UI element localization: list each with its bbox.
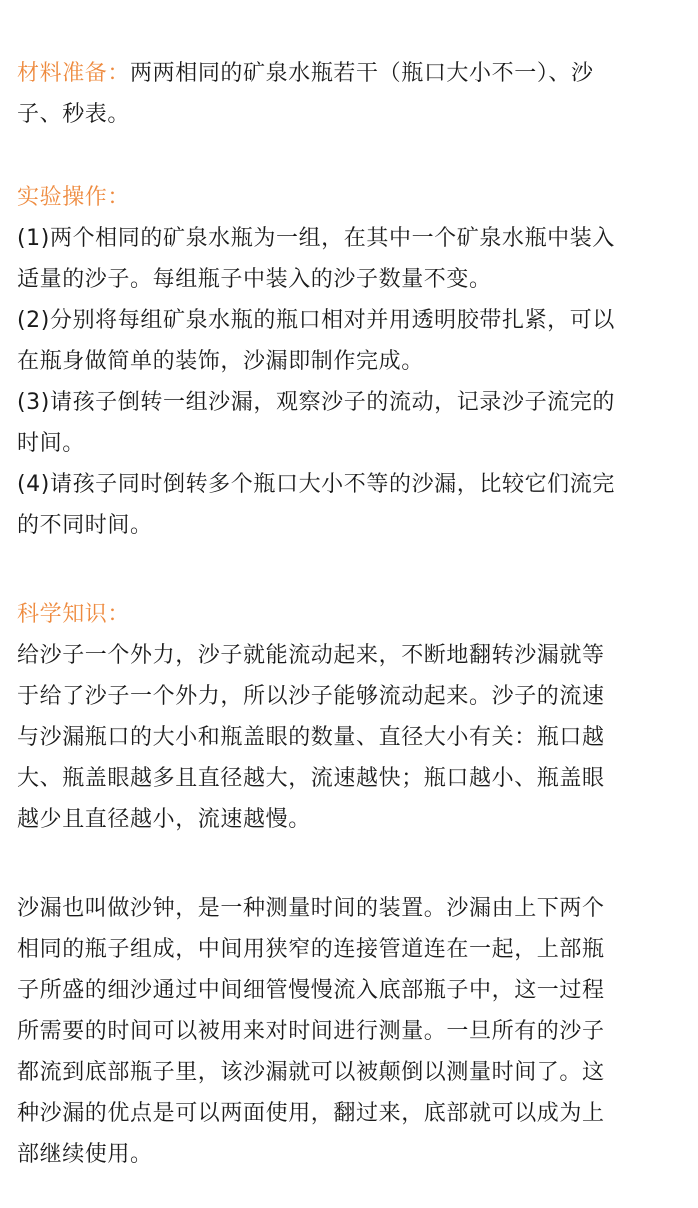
science-line: 越少且直径越小，流速越慢。 — [17, 807, 311, 832]
materials-heading: 材料准备： — [17, 61, 131, 86]
hourglass-line: 都流到底部瓶子里，该沙漏就可以被颠倒以测量时间了。这 — [17, 1060, 605, 1085]
operation-line: 时间。 — [17, 431, 85, 456]
hourglass-line: 所需要的时间可以被用来对时间进行测量。一旦所有的沙子 — [17, 1019, 605, 1044]
operation-line: (1)两个相同的矿泉水瓶为一组，在其中一个矿泉水瓶中装入 — [17, 226, 615, 251]
operation-line: 的不同时间。 — [17, 513, 153, 538]
science-line: 给沙子一个外力，沙子就能流动起来，不断地翻转沙漏就等 — [17, 643, 605, 668]
hourglass-paragraph — [17, 888, 681, 1175]
science-line: 大、瓶盖眼越多且直径越大，流速越快；瓶口越小、瓶盖眼 — [17, 766, 605, 791]
materials-section — [17, 53, 681, 135]
science-line: 于给了沙子一个外力，所以沙子能够流动起来。沙子的流速 — [17, 684, 605, 709]
hourglass-line: 种沙漏的优点是可以两面使用，翻过来，底部就可以成为上 — [17, 1101, 605, 1126]
science-section — [17, 594, 681, 840]
materials-line-2: 子、秒表。 — [17, 102, 131, 127]
science-line: 与沙漏瓶口的大小和瓶盖眼的数量、直径大小有关：瓶口越 — [17, 725, 605, 750]
operation-section — [17, 177, 681, 546]
operation-line: (2)分别将每组矿泉水瓶的瓶口相对并用透明胶带扎紧，可以 — [17, 308, 615, 333]
hourglass-line: 沙漏也叫做沙钟，是一种测量时间的装置。沙漏由上下两个 — [17, 896, 605, 921]
materials-text: 两两相同的矿泉水瓶若干（瓶口大小不一）、沙 — [130, 61, 594, 86]
operation-line: (3)请孩子倒转一组沙漏，观察沙子的流动，记录沙子流完的 — [17, 390, 615, 415]
operation-heading: 实验操作： — [17, 185, 131, 210]
hourglass-line: 相同的瓶子组成，中间用狭窄的连接管道连在一起，上部瓶 — [17, 937, 605, 962]
operation-line: 在瓶身做简单的装饰，沙漏即制作完成。 — [17, 349, 424, 374]
hourglass-line: 子所盛的细沙通过中间细管慢慢流入底部瓶子中，这一过程 — [17, 978, 605, 1003]
operation-line: 适量的沙子。每组瓶子中装入的沙子数量不变。 — [17, 267, 492, 292]
operation-line: (4)请孩子同时倒转多个瓶口大小不等的沙漏，比较它们流完 — [17, 472, 615, 497]
hourglass-line: 部继续使用。 — [17, 1142, 153, 1167]
science-heading: 科学知识： — [17, 602, 131, 627]
materials-line-1 — [17, 53, 681, 94]
